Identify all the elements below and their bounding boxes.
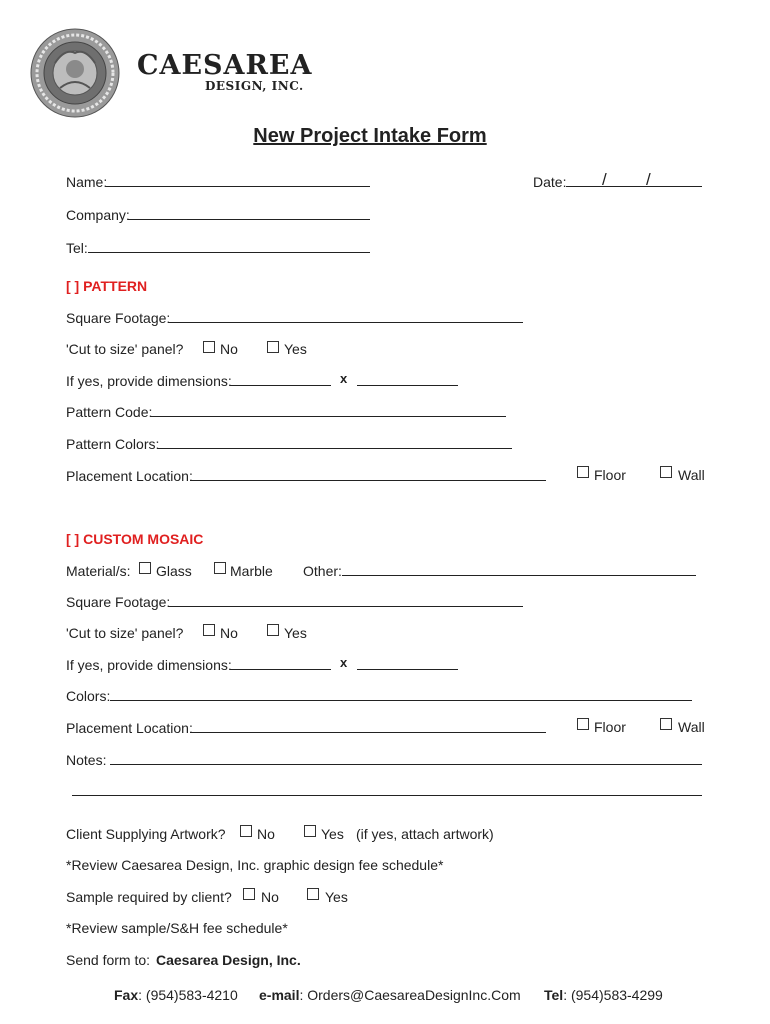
artwork-yes-checkbox[interactable]	[304, 825, 316, 837]
pattern-cut-label: 'Cut to size' panel?	[66, 341, 184, 357]
mosaic-heading[interactable]: [ ] CUSTOM MOSAIC	[66, 531, 204, 547]
pattern-wall-checkbox[interactable]	[660, 466, 672, 478]
mosaic-wall-checkbox[interactable]	[660, 718, 672, 730]
footer-tel-value: : (954)583-4299	[563, 987, 663, 1003]
company-logo-text: CAESAREA	[137, 50, 313, 81]
pattern-floor-checkbox[interactable]	[577, 466, 589, 478]
mosaic-glass-checkbox[interactable]	[139, 562, 151, 574]
pattern-square-footage-label: Square Footage:	[66, 310, 171, 326]
pattern-placement-field[interactable]	[190, 480, 546, 481]
mosaic-marble-label: Marble	[230, 563, 273, 579]
artwork-no-label: No	[257, 826, 275, 842]
footer-email-value[interactable]: : Orders@CaesareaDesignInc.Com	[299, 987, 521, 1003]
mosaic-other-label: Other:	[303, 563, 342, 579]
footer-email	[259, 987, 521, 1003]
mosaic-dimension-width-field[interactable]	[230, 669, 331, 670]
artwork-label: Client Supplying Artwork?	[66, 826, 226, 842]
pattern-heading[interactable]: [ ] PATTERN	[66, 278, 148, 294]
artwork-yes-note: (if yes, attach artwork)	[356, 826, 494, 842]
company-label: Company:	[66, 207, 130, 223]
sample-label: Sample required by client?	[66, 889, 232, 905]
page-title: New Project Intake Form	[253, 125, 487, 147]
mosaic-cut-no-checkbox[interactable]	[203, 624, 215, 636]
company-field[interactable]	[128, 219, 370, 220]
footer-tel-label: Tel	[544, 987, 564, 1003]
company-sub-text: DESIGN, INC.	[205, 79, 304, 93]
pattern-placement-label: Placement Location:	[66, 468, 193, 484]
artwork-yes-label: Yes	[321, 826, 344, 842]
mosaic-cut-no-label: No	[220, 625, 238, 641]
artwork-no-checkbox[interactable]	[240, 825, 252, 837]
mosaic-dimension-x: x	[340, 655, 348, 670]
sample-no-label: No	[261, 889, 279, 905]
mosaic-square-footage-field[interactable]	[168, 606, 523, 607]
name-field[interactable]	[106, 186, 370, 187]
date-separator: /	[646, 170, 651, 189]
mosaic-other-field[interactable]	[342, 575, 696, 576]
artwork-fee-note: *Review Caesarea Design, Inc. graphic design fee schedule*	[66, 857, 444, 873]
pattern-cut-no-label: No	[220, 341, 238, 357]
mosaic-wall-label: Wall	[678, 719, 705, 735]
date-label: Date:	[533, 174, 567, 190]
footer-fax	[114, 987, 238, 1003]
date-field[interactable]	[566, 186, 702, 187]
mosaic-colors-label: Colors:	[66, 688, 111, 704]
mosaic-cut-yes-label: Yes	[284, 625, 307, 641]
tel-field[interactable]	[88, 252, 370, 253]
tel-label: Tel:	[66, 240, 88, 256]
sample-no-checkbox[interactable]	[243, 888, 255, 900]
mosaic-marble-checkbox[interactable]	[214, 562, 226, 574]
pattern-cut-yes-label: Yes	[284, 341, 307, 357]
pattern-colors-field[interactable]	[157, 448, 512, 449]
mosaic-colors-field[interactable]	[110, 700, 692, 701]
footer-fax-value: : (954)583-4210	[138, 987, 238, 1003]
mosaic-floor-checkbox[interactable]	[577, 718, 589, 730]
date-separator: /	[602, 170, 607, 189]
mosaic-square-footage-label: Square Footage:	[66, 594, 171, 610]
pattern-dimensions-label: If yes, provide dimensions:	[66, 373, 232, 389]
mosaic-notes-field-line-2[interactable]	[72, 795, 702, 796]
sample-yes-checkbox[interactable]	[307, 888, 319, 900]
pattern-code-label: Pattern Code:	[66, 404, 153, 420]
mosaic-materials-label: Material/s:	[66, 563, 131, 579]
footer-email-label: e-mail	[259, 987, 300, 1003]
send-company: Caesarea Design, Inc.	[156, 952, 301, 968]
footer-fax-label: Fax	[114, 987, 139, 1003]
pattern-floor-label: Floor	[594, 467, 626, 483]
send-label: Send form to:	[66, 952, 151, 968]
mosaic-notes-field-line-1[interactable]	[110, 764, 702, 765]
sample-fee-note: *Review sample/S&H fee schedule*	[66, 920, 288, 936]
mosaic-notes-label: Notes:	[66, 752, 107, 768]
pattern-cut-no-checkbox[interactable]	[203, 341, 215, 353]
pattern-dimension-x: x	[340, 371, 348, 386]
mosaic-dimension-height-field[interactable]	[357, 669, 458, 670]
mosaic-cut-label: 'Cut to size' panel?	[66, 625, 184, 641]
pattern-code-field[interactable]	[151, 416, 506, 417]
mosaic-placement-label: Placement Location:	[66, 720, 193, 736]
company-seal-logo	[30, 28, 120, 118]
pattern-colors-label: Pattern Colors:	[66, 436, 160, 452]
pattern-dimension-width-field[interactable]	[230, 385, 331, 386]
pattern-dimension-height-field[interactable]	[357, 385, 458, 386]
name-label: Name:	[66, 174, 108, 190]
mosaic-floor-label: Floor	[594, 719, 626, 735]
mosaic-dimensions-label: If yes, provide dimensions:	[66, 657, 232, 673]
sample-yes-label: Yes	[325, 889, 348, 905]
footer-tel	[544, 987, 663, 1003]
pattern-wall-label: Wall	[678, 467, 705, 483]
mosaic-cut-yes-checkbox[interactable]	[267, 624, 279, 636]
pattern-square-footage-field[interactable]	[168, 322, 523, 323]
mosaic-glass-label: Glass	[156, 563, 192, 579]
pattern-cut-yes-checkbox[interactable]	[267, 341, 279, 353]
mosaic-placement-field[interactable]	[190, 732, 546, 733]
